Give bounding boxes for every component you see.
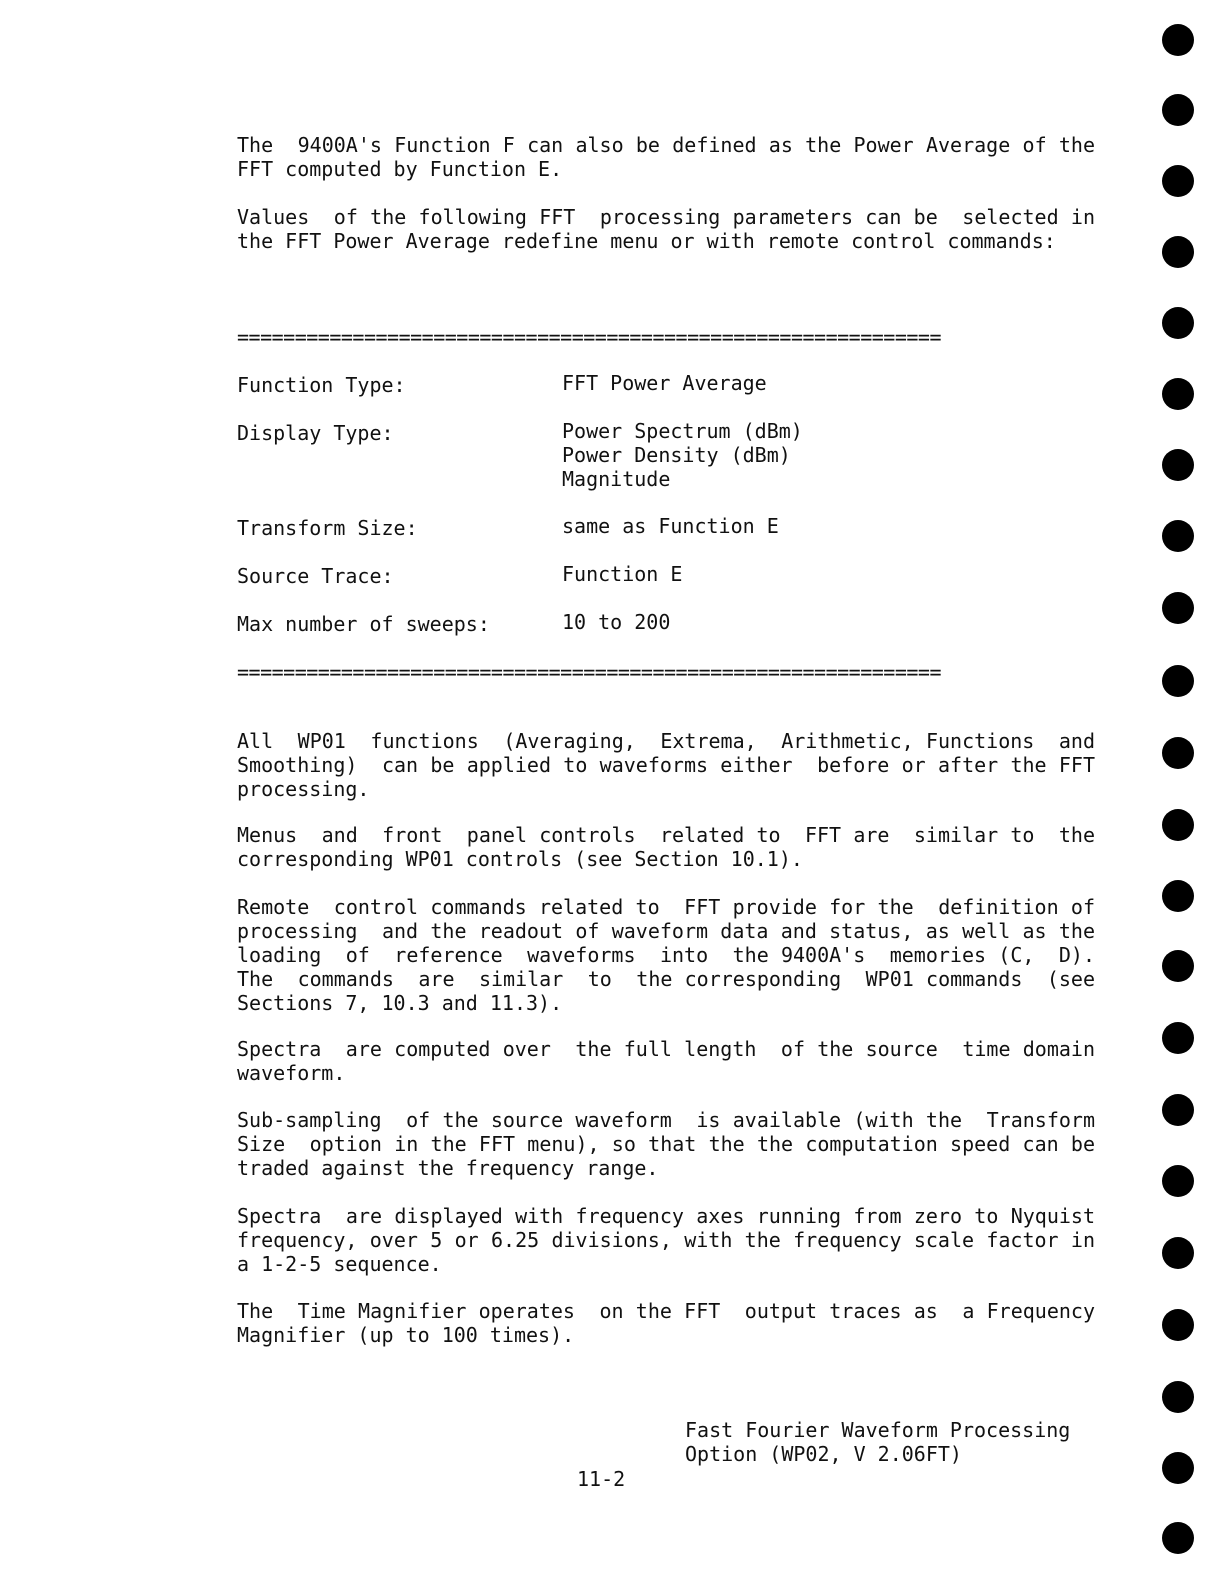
text-line: processing. <box>237 777 370 801</box>
text-line: Smoothing) can be applied to waveforms either before or after the FFT <box>237 753 1095 777</box>
separator-rule-top: ============================================================= <box>237 325 942 349</box>
text-line: Magnifier (up to 100 times). <box>237 1323 575 1347</box>
text-line: Values of the following FFT processing parameters can be selected in <box>237 205 1095 229</box>
param-value-display-type-1: Power Spectrum (dBm) <box>562 419 803 443</box>
binder-hole-icon <box>1162 520 1194 552</box>
binder-hole-icon <box>1162 236 1194 268</box>
text-line: Sections 7, 10.3 and 11.3). <box>237 991 563 1015</box>
binder-hole-icon <box>1162 1022 1194 1054</box>
binder-hole-icon <box>1162 1165 1194 1197</box>
text-line: processing and the readout of waveform data and status, as well as the <box>237 919 1095 943</box>
binder-hole-icon <box>1162 1452 1194 1484</box>
text-line: the FFT Power Average redefine menu or with remote control commands: <box>237 229 1056 253</box>
param-label-source-trace: Source Trace: <box>237 564 394 588</box>
intro-paragraph-1 <box>237 133 1095 181</box>
binder-hole-icon <box>1162 1381 1194 1413</box>
body-paragraph-7 <box>237 1299 1095 1347</box>
body-paragraph-2 <box>237 823 1095 871</box>
text-line: Spectra are displayed with frequency axes running from zero to Nyquist <box>237 1204 1095 1228</box>
binder-hole-icon <box>1162 24 1194 56</box>
binder-hole-icon <box>1162 307 1194 339</box>
text-line: corresponding WP01 controls (see Section 10.1). <box>237 847 803 871</box>
text-line: Menus and front panel controls related to FFT are similar to the <box>237 823 1095 847</box>
text-line: The commands are similar to the corresponding WP01 commands (see <box>237 967 1095 991</box>
text-line: Remote control commands related to FFT provide for the definition of <box>237 895 1095 919</box>
text-line: waveform. <box>237 1061 346 1085</box>
param-label-function-type: Function Type: <box>237 373 406 397</box>
text-line: frequency, over 5 or 6.25 divisions, with the frequency scale factor in <box>237 1228 1095 1252</box>
param-value-display-type-3: Magnitude <box>562 467 671 491</box>
binder-hole-icon <box>1162 809 1194 841</box>
param-label-max-sweeps: Max number of sweeps: <box>237 612 490 636</box>
binder-hole-icon <box>1162 165 1194 197</box>
binder-hole-icon <box>1162 737 1194 769</box>
binder-hole-icon <box>1162 950 1194 982</box>
binder-hole-icon <box>1162 378 1194 410</box>
body-paragraph-5 <box>237 1108 1095 1180</box>
binder-hole-icon <box>1162 1522 1194 1554</box>
intro-paragraph-2 <box>237 205 1095 253</box>
body-paragraph-6 <box>237 1204 1095 1276</box>
separator-rule-bottom: ============================================================= <box>237 660 942 684</box>
text-line: a 1-2-5 sequence. <box>237 1252 442 1276</box>
text-line: The Time Magnifier operates on the FFT output traces as a Frequency <box>237 1299 1095 1323</box>
param-value-display-type-2: Power Density (dBm) <box>562 443 791 467</box>
body-paragraph-1 <box>237 729 1095 801</box>
text-line: All WP01 functions (Averaging, Extrema, Arithmetic, Functions and <box>237 729 1095 753</box>
body-paragraph-3 <box>237 895 1095 1015</box>
binder-hole-icon <box>1162 880 1194 912</box>
text-line: loading of reference waveforms into the 9400A's memories (C, D). <box>237 943 1095 967</box>
binder-hole-icon <box>1162 449 1194 481</box>
param-value-transform-size: same as Function E <box>562 514 779 538</box>
footer-title-line-2: Option (WP02, V 2.06FT) <box>685 1442 962 1466</box>
binder-hole-icon <box>1162 94 1194 126</box>
body-paragraph-4 <box>237 1037 1095 1085</box>
binder-hole-icon <box>1162 665 1194 697</box>
binder-hole-icon <box>1162 592 1194 624</box>
binder-hole-icon <box>1162 1309 1194 1341</box>
text-line: Size option in the FFT menu), so that the the computation speed can be <box>237 1132 1095 1156</box>
page-number: 11-2 <box>577 1467 626 1491</box>
text-line: traded against the frequency range. <box>237 1156 659 1180</box>
param-label-transform-size: Transform Size: <box>237 516 418 540</box>
footer-title-line-1: Fast Fourier Waveform Processing <box>685 1418 1071 1442</box>
text-line: Spectra are computed over the full length of the source time domain <box>237 1037 1095 1061</box>
text-line: The 9400A's Function F can also be defined as the Power Average of the <box>237 133 1095 157</box>
param-value-source-trace: Function E <box>562 562 683 586</box>
binder-hole-icon <box>1162 1237 1194 1269</box>
param-value-max-sweeps: 10 to 200 <box>562 610 671 634</box>
param-value-function-type: FFT Power Average <box>562 371 767 395</box>
binder-hole-icon <box>1162 1094 1194 1126</box>
text-line: Sub-sampling of the source waveform is available (with the Transform <box>237 1108 1095 1132</box>
text-line: FFT computed by Function E. <box>237 157 563 181</box>
param-label-display-type: Display Type: <box>237 421 394 445</box>
